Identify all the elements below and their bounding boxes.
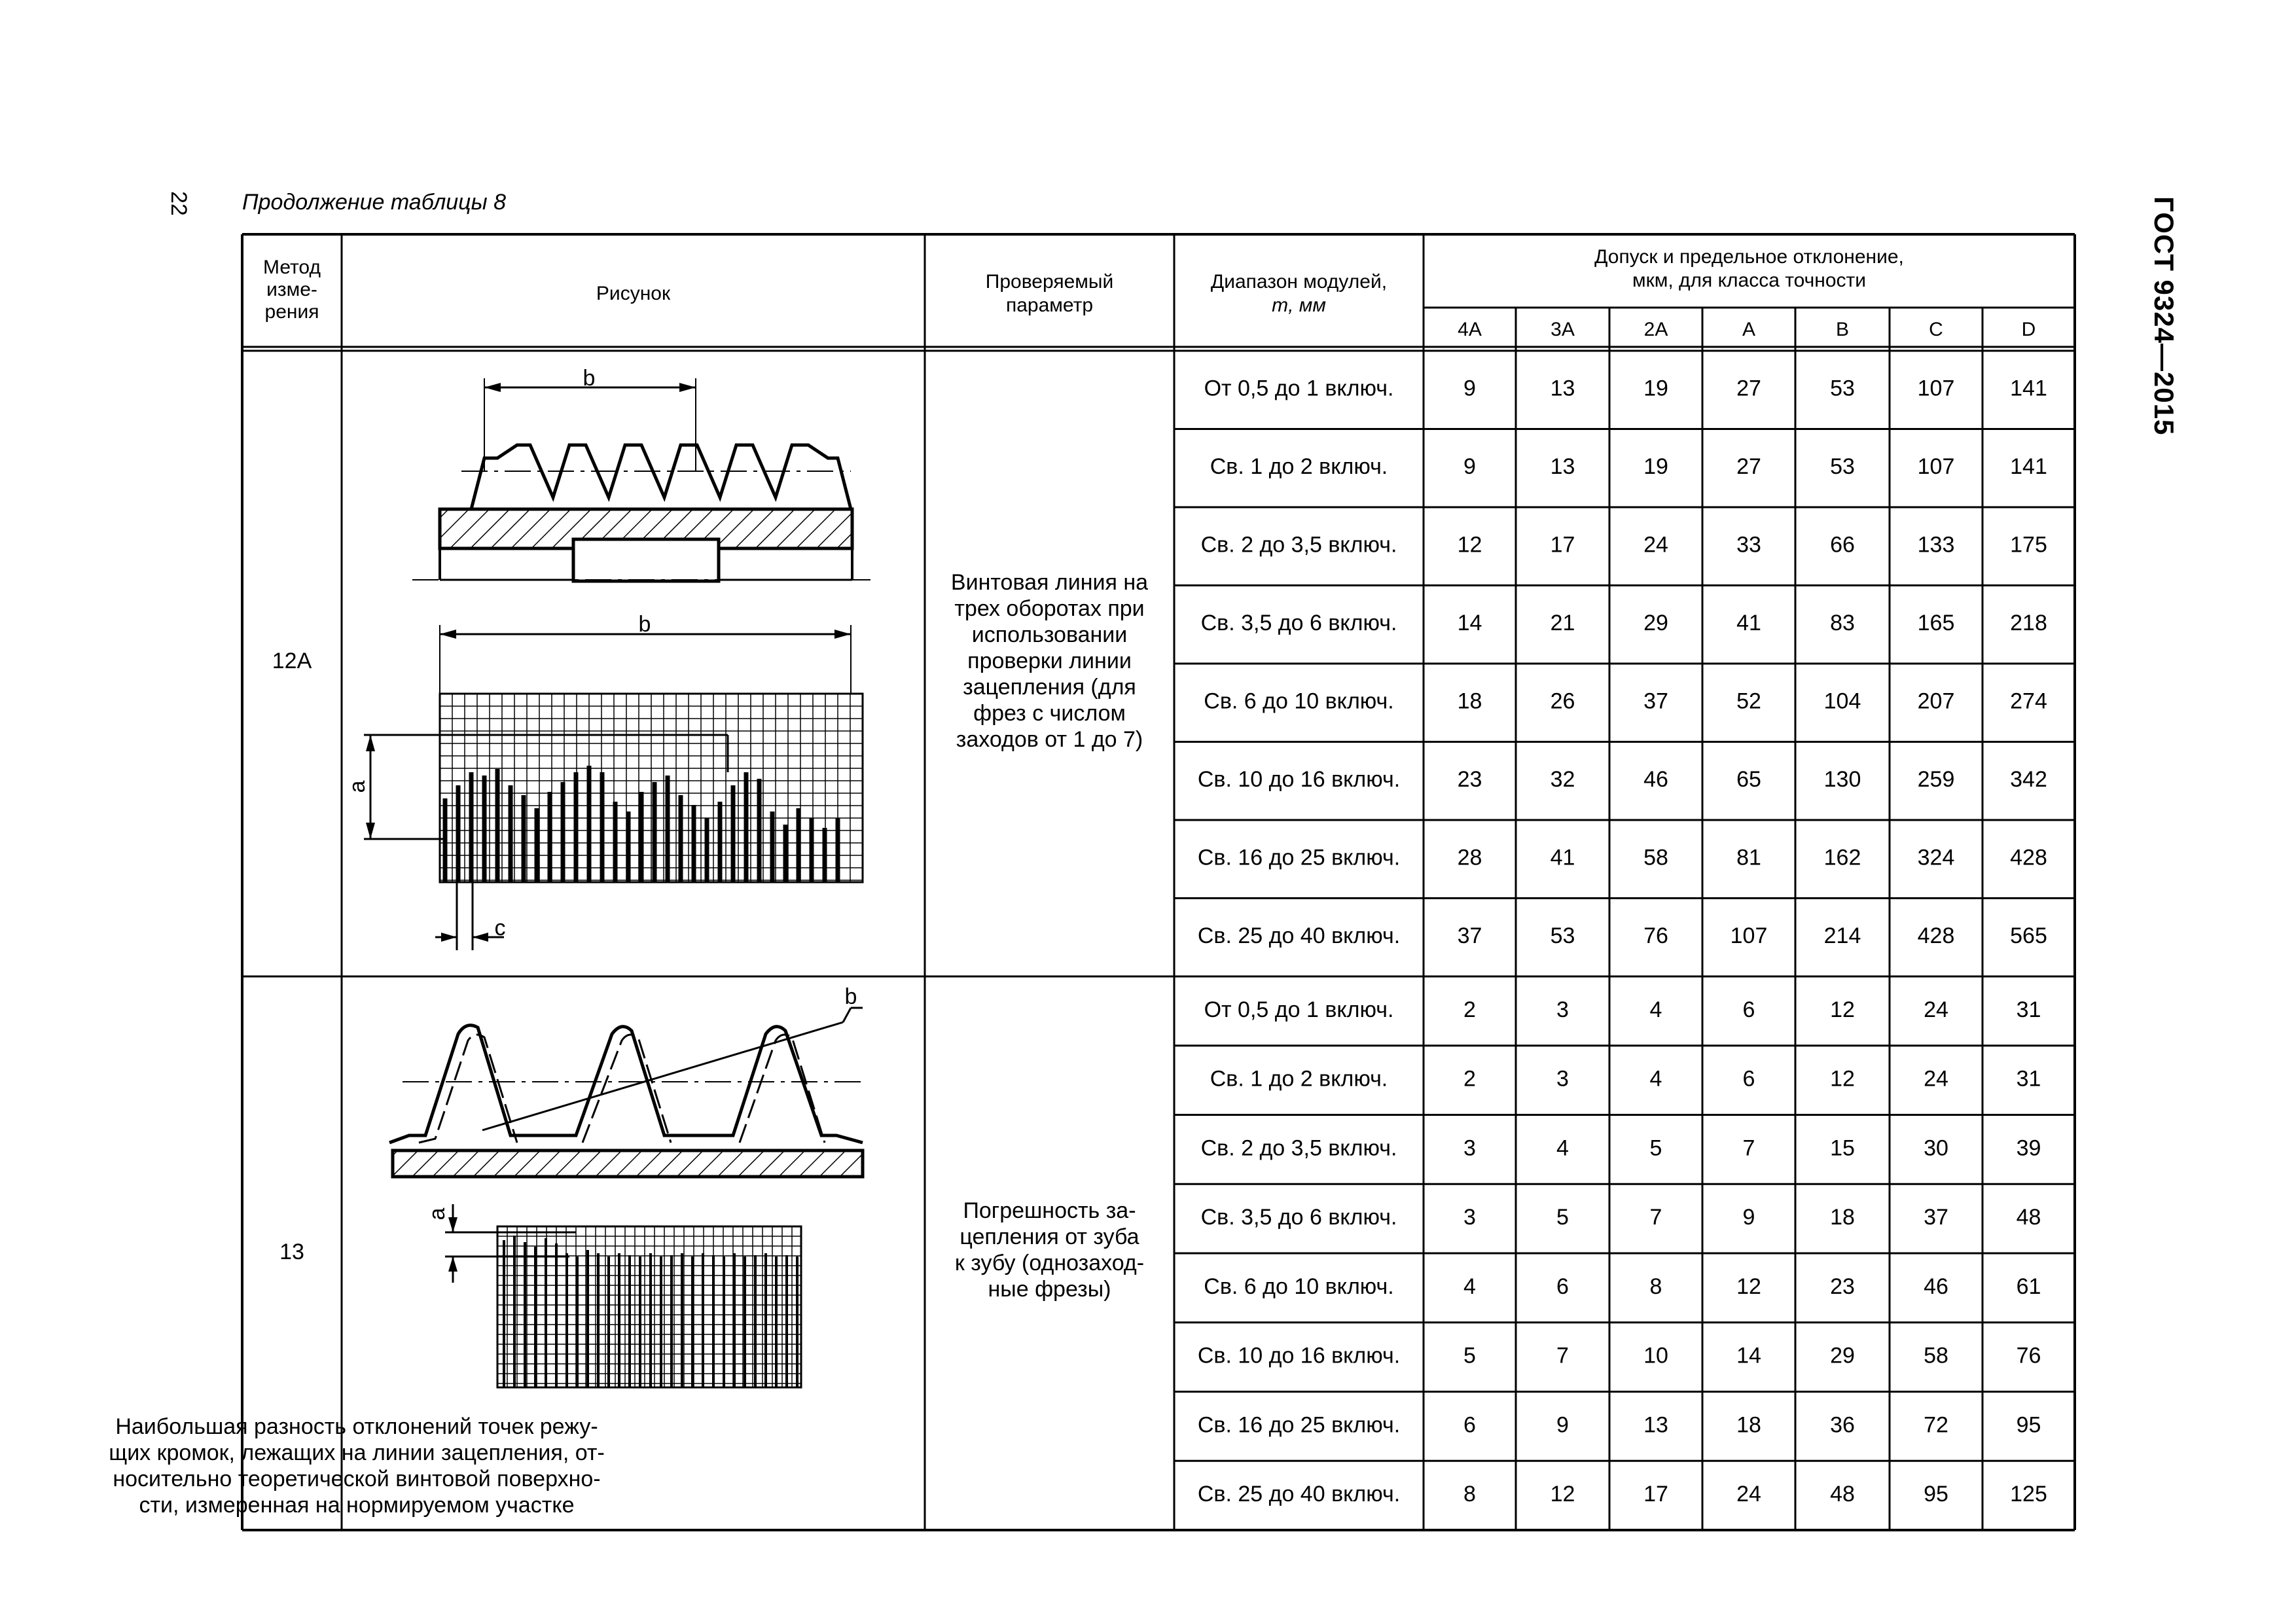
module-range-cell: Св. 25 до 40 включ.: [1197, 1482, 1401, 1507]
tolerance-cell: 130: [1823, 767, 1861, 793]
tolerance-cell: 14: [1457, 611, 1482, 636]
tolerance-cell: 6: [1742, 997, 1755, 1022]
tolerance-cell: 4: [1463, 1274, 1476, 1299]
tolerance-cell: 162: [1823, 845, 1861, 870]
page-number: 22: [166, 191, 191, 216]
tolerance-cell: 17: [1550, 532, 1575, 558]
header-tolerance: Допуск и предельное отклонение,: [1594, 245, 1904, 268]
tolerance-cell: 41: [1550, 845, 1575, 870]
tolerance-cell: 12: [1830, 1066, 1855, 1092]
table-caption: Продолжение таблицы 8: [242, 190, 506, 215]
tolerance-cell: 4: [1649, 1066, 1662, 1092]
tolerance-cell: 53: [1550, 923, 1575, 949]
tolerance-cell: 30: [1924, 1135, 1948, 1161]
module-range-cell: Св. 10 до 16 включ.: [1197, 1343, 1401, 1368]
header-class-B: B: [1835, 318, 1850, 340]
tolerance-cell: 37: [1924, 1205, 1948, 1230]
tolerance-cell: 13: [1643, 1412, 1668, 1438]
tolerance-cell: 58: [1643, 845, 1668, 870]
tolerance-cell: 3: [1463, 1205, 1476, 1230]
tolerance-cell: 12: [1736, 1274, 1761, 1299]
tolerance-cell: 61: [2016, 1274, 2041, 1299]
module-range-cell: Св. 3,5 до 6 включ.: [1200, 1205, 1397, 1230]
tolerance-cell: 175: [2010, 532, 2047, 558]
tolerance-cell: 7: [1649, 1205, 1662, 1230]
tolerance-cell: 5: [1463, 1343, 1476, 1368]
tolerance-cell: 259: [1917, 767, 1955, 793]
header-figure: Рисунок: [596, 282, 671, 304]
module-range-cell: Св. 16 до 25 включ.: [1197, 1412, 1401, 1438]
method-1: 13: [279, 1239, 304, 1264]
tolerance-cell: 12: [1457, 532, 1482, 558]
tolerance-cell: 27: [1736, 376, 1761, 401]
module-range-cell: От 0,5 до 1 включ.: [1204, 997, 1394, 1022]
header-module-range: Диапазон модулей,: [1210, 270, 1388, 293]
tolerance-cell: 76: [1643, 923, 1668, 949]
tolerance-cell: 76: [2016, 1343, 2041, 1368]
tolerance-cell: 18: [1830, 1205, 1855, 1230]
tolerance-cell: 33: [1736, 532, 1761, 558]
tolerance-cell: 2: [1463, 997, 1476, 1022]
header-method: рения: [264, 300, 319, 323]
header-class-3A: 3A: [1551, 318, 1575, 340]
module-range-cell: Св. 16 до 25 включ.: [1197, 845, 1401, 870]
tolerance-cell: 24: [1643, 532, 1668, 558]
tolerance-cell: 14: [1736, 1343, 1761, 1368]
tolerance-cell: 274: [2010, 688, 2047, 714]
figure-note: Наибольшая разность отклонений точек режу-: [115, 1414, 598, 1439]
tolerance-cell: 46: [1643, 767, 1668, 793]
parameter-0: использовании: [971, 622, 1128, 647]
parameter-1: цепления от зуба: [960, 1224, 1139, 1249]
header-class-A: A: [1742, 318, 1756, 340]
header-parameter: параметр: [1005, 294, 1094, 316]
header-tolerance: мкм, для класса точности: [1632, 269, 1867, 291]
tolerance-cell: 214: [1823, 923, 1861, 949]
tolerance-cell: 72: [1924, 1412, 1948, 1438]
tolerance-cell: 218: [2010, 611, 2047, 636]
tolerance-cell: 23: [1457, 767, 1482, 793]
tolerance-cell: 28: [1457, 845, 1482, 870]
tolerance-cell: 48: [2016, 1205, 2041, 1230]
header-class-C: C: [1929, 318, 1943, 340]
parameter-1: Погрешность за-: [963, 1198, 1136, 1223]
tolerance-cell: 3: [1556, 997, 1569, 1022]
parameter-0: заходов от 1 до 7): [956, 726, 1143, 752]
tolerance-cell: 9: [1556, 1412, 1569, 1438]
tolerance-cell: 5: [1556, 1205, 1569, 1230]
tolerance-cell: 15: [1830, 1135, 1855, 1161]
module-range-cell: От 0,5 до 1 включ.: [1204, 376, 1394, 401]
tolerance-cell: 24: [1924, 997, 1948, 1022]
tolerance-cell: 48: [1830, 1482, 1855, 1507]
tolerance-cell: 9: [1463, 376, 1476, 401]
header-class-2A: 2A: [1643, 318, 1668, 340]
tolerance-cell: 165: [1917, 611, 1955, 636]
header-class-4A: 4A: [1458, 318, 1482, 340]
tolerance-cell: 27: [1736, 454, 1761, 480]
figure-12a: [364, 378, 877, 950]
module-range-cell: Св. 2 до 3,5 включ.: [1200, 1135, 1397, 1161]
parameter-0: Винтовая линия на: [950, 569, 1149, 595]
parameter-0: зацепления (для: [963, 674, 1136, 700]
module-range-cell: Св. 1 до 2 включ.: [1210, 454, 1388, 480]
tolerance-cell: 13: [1550, 376, 1575, 401]
tolerance-cell: 31: [2016, 1066, 2041, 1092]
tolerance-cell: 125: [2010, 1482, 2047, 1507]
tolerance-cell: 83: [1830, 611, 1855, 636]
tolerance-cell: 7: [1556, 1343, 1569, 1368]
tolerance-cell: 53: [1830, 454, 1855, 480]
tolerance-cell: 12: [1830, 997, 1855, 1022]
figure-12a-label-c: c: [494, 915, 506, 940]
figure-13-label-b: b: [844, 984, 857, 1009]
tolerance-cell: 428: [1917, 923, 1955, 949]
figure-note: носительно теоретической винтовой поверхно-: [113, 1466, 601, 1491]
figure-12a-label-b-top: b: [583, 365, 596, 391]
table-header: [263, 246, 2036, 340]
tolerance-cell: 53: [1830, 376, 1855, 401]
tolerance-cell: 428: [2010, 845, 2047, 870]
tolerance-cell: 24: [1736, 1482, 1761, 1507]
module-range-cell: Св. 2 до 3,5 включ.: [1200, 532, 1397, 558]
standard-designation: ГОСТ 9324—2015: [2149, 196, 2179, 436]
tolerance-cell: 565: [2010, 923, 2047, 949]
method-0: 12A: [272, 648, 312, 673]
header-parameter: Проверяемый: [985, 270, 1114, 293]
tolerance-cell: 12: [1550, 1482, 1575, 1507]
module-range-cell: Св. 10 до 16 включ.: [1197, 767, 1401, 793]
figure-note: щих кромок, лежащих на линии зацепления, от-: [109, 1440, 605, 1465]
figure-note: сти, измеренная на нормируемом участке: [139, 1492, 575, 1518]
module-range-cell: Св. 1 до 2 включ.: [1210, 1066, 1388, 1092]
tolerance-cell: 39: [2016, 1135, 2041, 1161]
header-method: Метод: [263, 256, 321, 278]
tolerance-cell: 141: [2010, 376, 2047, 401]
tolerance-cell: 133: [1917, 532, 1955, 558]
tolerance-cell: 31: [2016, 997, 2041, 1022]
header-class-D: D: [2021, 318, 2036, 340]
tolerance-cell: 21: [1550, 611, 1575, 636]
tolerance-cell: 107: [1730, 923, 1768, 949]
figure-12a-label-b-grid: b: [638, 611, 651, 637]
tolerance-cell: 9: [1742, 1205, 1755, 1230]
module-range-cell: Св. 25 до 40 включ.: [1197, 923, 1401, 949]
tolerance-cell: 29: [1830, 1343, 1855, 1368]
tolerance-cell: 5: [1649, 1135, 1662, 1161]
tolerance-cell: 6: [1556, 1274, 1569, 1299]
tolerance-cell: 4: [1556, 1135, 1569, 1161]
tolerance-cell: 95: [2016, 1412, 2041, 1438]
tolerance-cell: 58: [1924, 1343, 1948, 1368]
tolerance-cell: 13: [1550, 454, 1575, 480]
tolerance-cell: 23: [1830, 1274, 1855, 1299]
parameter-0: фрез с числом: [973, 700, 1126, 726]
tolerance-cell: 107: [1917, 376, 1955, 401]
tolerance-cell: 3: [1463, 1135, 1476, 1161]
tolerance-cell: 6: [1742, 1066, 1755, 1092]
tolerance-cell: 81: [1736, 845, 1761, 870]
tolerance-cell: 26: [1550, 688, 1575, 714]
tolerance-cell: 107: [1917, 454, 1955, 480]
tolerance-cell: 2: [1463, 1066, 1476, 1092]
tolerance-cell: 207: [1917, 688, 1955, 714]
tolerance-cell: 37: [1643, 688, 1668, 714]
tolerance-cell: 37: [1457, 923, 1482, 949]
figure-13-label-a: a: [424, 1207, 450, 1221]
parameter-0: трех оборотах при: [954, 596, 1145, 621]
header-method: изме-: [266, 278, 317, 300]
module-range-cell: Св. 3,5 до 6 включ.: [1200, 611, 1397, 636]
table-body: [109, 376, 2047, 1518]
tolerance-cell: 29: [1643, 611, 1668, 636]
tolerance-cell: 36: [1830, 1412, 1855, 1438]
tolerance-cell: 9: [1463, 454, 1476, 480]
tolerance-cell: 104: [1823, 688, 1861, 714]
tolerance-cell: 52: [1736, 688, 1761, 714]
module-range-cell: Св. 6 до 10 включ.: [1204, 688, 1394, 714]
tolerance-cell: 10: [1643, 1343, 1668, 1368]
tolerance-cell: 32: [1550, 767, 1575, 793]
parameter-0: проверки линии: [967, 648, 1132, 673]
tolerance-cell: 65: [1736, 767, 1761, 793]
tolerance-cell: 8: [1649, 1274, 1662, 1299]
tolerance-cell: 342: [2010, 767, 2047, 793]
tolerance-cell: 19: [1643, 454, 1668, 480]
figure-12a-label-a: a: [344, 780, 370, 793]
figure-13: [389, 1008, 863, 1387]
tolerance-cell: 95: [1924, 1482, 1948, 1507]
tolerance-cell: 18: [1457, 688, 1482, 714]
parameter-1: к зубу (однозаход-: [954, 1250, 1145, 1275]
tolerance-cell: 4: [1649, 997, 1662, 1022]
header-module-range: m, мм: [1272, 294, 1326, 316]
tolerance-cell: 7: [1742, 1135, 1755, 1161]
tolerance-cell: 141: [2010, 454, 2047, 480]
module-range-cell: Св. 6 до 10 включ.: [1204, 1274, 1394, 1299]
tolerance-cell: 8: [1463, 1482, 1476, 1507]
tolerance-cell: 3: [1556, 1066, 1569, 1092]
tolerance-cell: 41: [1736, 611, 1761, 636]
tolerance-cell: 18: [1736, 1412, 1761, 1438]
tolerance-cell: 324: [1917, 845, 1955, 870]
tolerance-cell: 19: [1643, 376, 1668, 401]
tolerance-cell: 6: [1463, 1412, 1476, 1438]
tolerance-cell: 24: [1924, 1066, 1948, 1092]
tolerance-cell: 46: [1924, 1274, 1948, 1299]
parameter-1: ные фрезы): [988, 1276, 1111, 1302]
tolerance-cell: 66: [1830, 532, 1855, 558]
tolerance-cell: 17: [1643, 1482, 1668, 1507]
